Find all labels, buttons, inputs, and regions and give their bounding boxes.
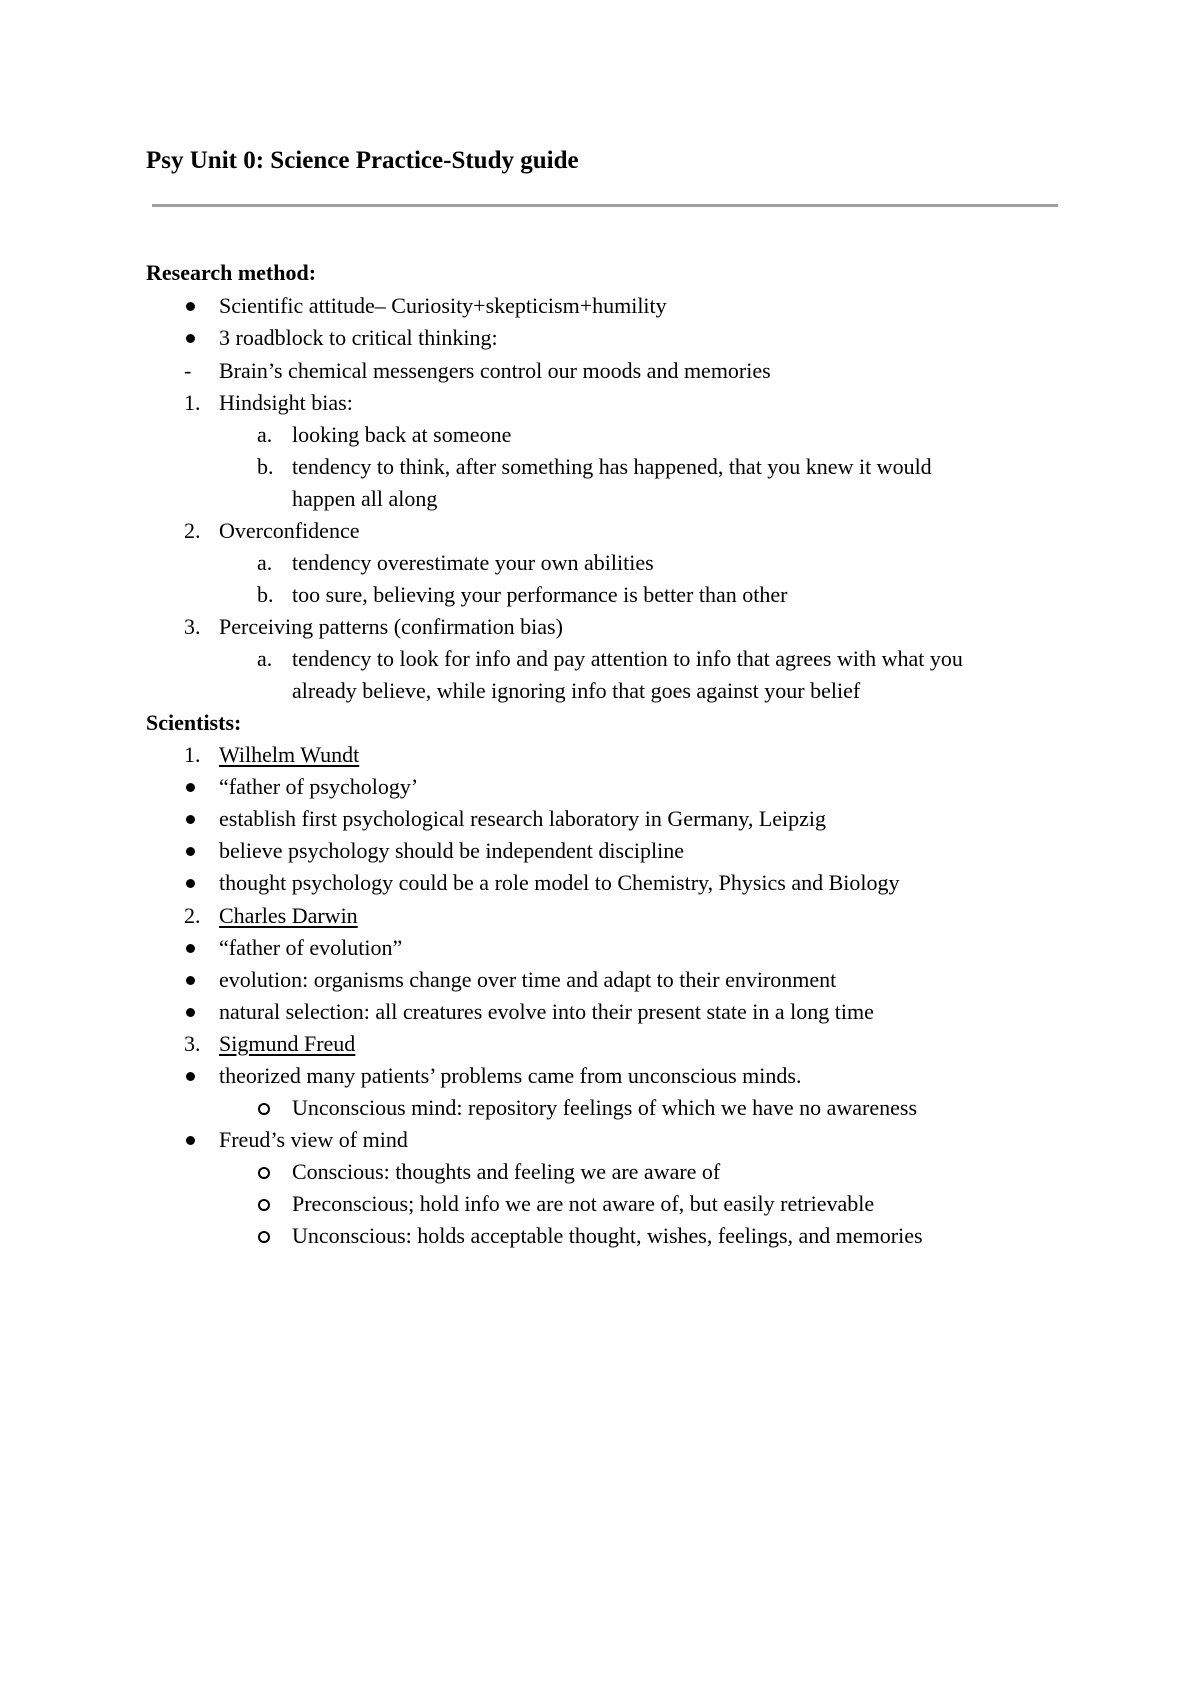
list-item: “father of psychology’ [219,774,419,799]
list-item: “father of evolution” [219,935,403,960]
section-heading-scientists: Scientists: [146,710,242,735]
hollow-bullet-icon [258,1103,270,1115]
bullet-icon [186,1136,195,1145]
hollow-bullet-icon [258,1231,270,1243]
list-marker: 1. [184,742,201,767]
list-item: Preconscious; hold info we are not aware of, but easily retrievable [292,1191,875,1216]
bullet-icon [186,847,195,856]
horizontal-divider [152,204,1058,207]
list-marker: b. [257,582,274,607]
hollow-bullet-icon [258,1167,270,1179]
bullet-icon [186,334,195,343]
list-item: evolution: organisms change over time and adapt to their environment [219,967,837,992]
list-marker: a. [257,646,273,671]
bullet-icon [186,783,195,792]
list-item: Hindsight bias: [219,390,353,415]
list-item: tendency overestimate your own abilities [292,550,654,575]
list-item-continuation: already believe, while ignoring info that goes against your belief [292,678,861,703]
bullet-icon [186,1008,195,1017]
list-item: believe psychology should be independent discipline [219,838,684,863]
list-item: looking back at someone [292,422,512,447]
list-marker: b. [257,454,274,479]
list-marker: 2. [184,903,201,928]
scientist-name-wundt: Wilhelm Wundt [219,742,360,767]
list-item: theorized many patients’ problems came from unconscious minds. [219,1063,802,1088]
list-item: natural selection: all creatures evolve into their present state in a long time [219,999,874,1024]
scientist-name-darwin: Charles Darwin [219,903,358,928]
list-item: too sure, believing your performance is better than other [292,582,788,607]
list-marker: - [184,358,192,383]
list-item: thought psychology could be a role model to Chemistry, Physics and Biology [219,870,900,895]
bullet-icon [186,976,195,985]
list-item: Conscious: thoughts and feeling we are aware of [292,1159,721,1184]
document-title: Psy Unit 0: Science Practice-Study guide [146,147,579,174]
list-item: establish first psychological research laboratory in Germany, Leipzig [219,806,827,831]
list-marker: 3. [184,614,201,639]
list-marker: 3. [184,1031,201,1056]
scientist-name-freud: Sigmund Freud [219,1031,356,1056]
bullet-icon [186,1072,195,1081]
list-item: Freud’s view of mind [219,1127,408,1152]
list-marker: 1. [184,390,201,415]
list-marker: a. [257,550,273,575]
list-item: 3 roadblock to critical thinking: [219,325,498,350]
list-item: Unconscious mind: repository feelings of which we have no awareness [292,1095,918,1120]
section-heading-research-method: Research method: [146,260,317,285]
list-item: Overconfidence [219,518,360,543]
list-item: Brain’s chemical messengers control our moods and memories [219,358,771,383]
bullet-icon [186,879,195,888]
list-item: tendency to look for info and pay attention to info that agrees with what you [292,646,963,671]
list-item: tendency to think, after something has happened, that you knew it would [292,454,932,479]
list-marker: 2. [184,518,201,543]
list-item: Unconscious: holds acceptable thought, wishes, feelings, and memories [292,1223,923,1248]
list-item-continuation: happen all along [292,486,438,511]
bullet-icon [186,944,195,953]
bullet-icon [186,302,195,311]
list-item: Perceiving patterns (confirmation bias) [219,614,563,639]
bullet-icon [186,815,195,824]
list-item: Scientific attitude– Curiosity+skepticism+humility [219,293,667,318]
hollow-bullet-icon [258,1199,270,1211]
list-marker: a. [257,422,273,447]
